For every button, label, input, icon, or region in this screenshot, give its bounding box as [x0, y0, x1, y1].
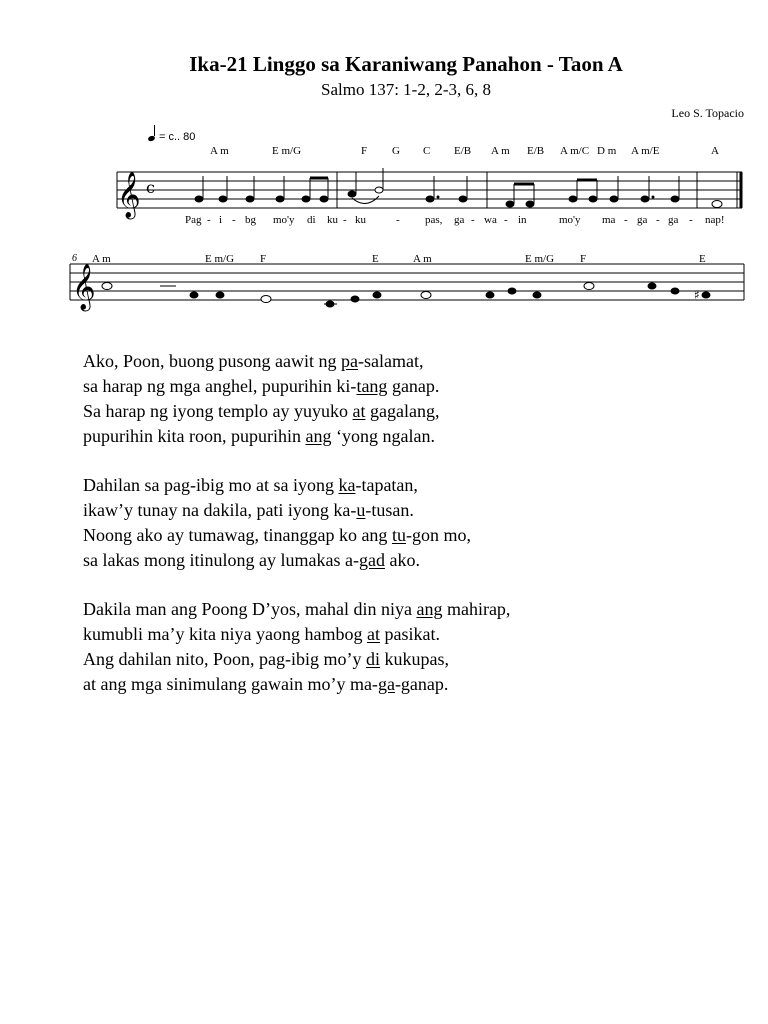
underlined-syllable: ang [305, 426, 332, 446]
verse-text: -salamat, [358, 351, 424, 371]
lyric-hyphen: - [207, 214, 211, 226]
verse-text: mahirap, [442, 599, 511, 619]
slur [352, 196, 379, 204]
page-title: Ika-21 Linggo sa Karaniwang Panahon - Taon A [189, 52, 623, 76]
verse-text: gagalang, [365, 401, 440, 421]
verse-text: ikaw’y tunay na dakila, pati iyong ka- [83, 500, 357, 520]
lyric-hyphen: - [396, 214, 400, 226]
treble-clef-icon: 𝄞 [72, 264, 96, 310]
underlined-syllable: tu [391, 525, 406, 545]
verse-text: Ako, Poon, buong pusong aawit ng [83, 351, 341, 371]
psalm-reference: Salmo 137: 1-2, 2-3, 6, 8 [321, 80, 491, 99]
chord-symbol: G [392, 145, 400, 157]
lyric-syllable: ga [637, 214, 648, 226]
chord-symbol: A [711, 145, 719, 157]
underlined-syllable: ka [338, 475, 356, 495]
verse-text: Ang dahilan nito, Poon, pag-ibig mo’y [83, 649, 366, 669]
music-staff-notation [0, 0, 768, 330]
underlined-syllable: tang [356, 376, 388, 396]
underlined-syllable: di [365, 649, 380, 669]
verse-line [83, 498, 510, 523]
underlined-syllable: pa [341, 351, 358, 371]
chord-symbol: E/B [527, 145, 545, 157]
chord-symbol: F [260, 253, 267, 265]
lyric-syllable: ku [355, 214, 366, 226]
chord-symbol: A m/E [631, 145, 660, 157]
chord-symbol: F [361, 145, 368, 157]
verse-text: Dakila man ang Poong D’yos, mahal din niya [83, 599, 417, 619]
verse-text: -gon mo, [405, 525, 471, 545]
verse-line [83, 374, 510, 399]
chord-symbol: E m/G [525, 253, 555, 265]
verse-line [83, 349, 510, 374]
verse-text: at ang mga sinimulang gawain mo’y ma- [83, 674, 378, 694]
chord-symbol: E m/G [205, 253, 235, 265]
lyric-syllable: ma [602, 214, 616, 226]
verse-line [83, 399, 510, 424]
verse-text: ako. [384, 550, 420, 570]
chord-symbol: A m [413, 253, 432, 265]
staff-lines-system-2 [70, 264, 744, 300]
chord-symbol: E/B [454, 145, 472, 157]
verse-line [83, 473, 510, 498]
chord-symbol: A m [92, 253, 111, 265]
chord-symbol: F [580, 253, 587, 265]
notes-system-2 [102, 283, 710, 308]
chord-symbol: E [372, 253, 379, 265]
staff-lines-system-1 [117, 172, 742, 208]
verse-text: sa lakas mong itinulong ay lumakas a- [83, 550, 359, 570]
verse-text: Noong ako ay tumawag, tinanggap ko ang [83, 525, 392, 545]
verse-text: pasikat. [379, 624, 440, 644]
verse-text: ‘yong ngalan. [331, 426, 435, 446]
verse-text: Sa harap ng iyong templo ay yuyuko [83, 401, 353, 421]
verse-text: pupurihin kita roon, pupurihin [83, 426, 306, 446]
lyric-syllable: ku [327, 214, 338, 226]
psalm-verses [83, 349, 510, 721]
lyric-hyphen: - [232, 214, 236, 226]
chord-symbol: C [423, 145, 431, 157]
verse-line [83, 647, 510, 672]
lyric-syllable: in [518, 214, 527, 226]
lyric-hyphen: - [656, 214, 660, 226]
verse-line [83, 622, 510, 647]
lyric-syllable: mo'y [559, 214, 581, 226]
lyric-syllable: pas, [425, 214, 443, 226]
lyric-hyphen: - [504, 214, 508, 226]
lyric-hyphen: - [624, 214, 628, 226]
lyric-syllable: i [219, 214, 223, 226]
underlined-syllable: at [366, 624, 380, 644]
verse-text: -tusan. [365, 500, 414, 520]
measure-number: 6 [72, 253, 77, 264]
lyric-hyphen: - [471, 214, 475, 226]
stanza [83, 473, 510, 573]
lyric-syllable: ga [454, 214, 465, 226]
underlined-syllable: ga [377, 674, 395, 694]
lyric-hyphen: - [343, 214, 347, 226]
treble-clef-icon: 𝄞 [117, 172, 141, 218]
verse-line [83, 672, 510, 697]
sharp-icon: ♯ [694, 288, 700, 302]
stanza [83, 349, 510, 449]
verse-text: ganap. [387, 376, 440, 396]
verse-text: kukupas, [380, 649, 449, 669]
chord-symbol: A m [210, 145, 229, 157]
stanza [83, 597, 510, 697]
underlined-syllable: u [356, 500, 366, 520]
verse-line [83, 548, 510, 573]
chord-symbol: E m/G [272, 145, 302, 157]
verse-text: kumubli ma’y kita niya yaong hambog [83, 624, 367, 644]
verse-line [83, 523, 510, 548]
verse-line [83, 597, 510, 622]
lyric-syllable: di [307, 214, 316, 226]
verse-text: -ganap. [394, 674, 449, 694]
chord-symbol: A m/C [560, 145, 590, 157]
verse-line [83, 424, 510, 449]
lyric-syllable: wa [484, 214, 497, 226]
chord-symbol: E [699, 253, 706, 265]
verse-text: sa harap ng mga anghel, pupurihin ki- [83, 376, 357, 396]
common-time-icon: c [146, 178, 155, 197]
lyric-syllable: bg [245, 214, 256, 226]
lyric-hyphen: - [689, 214, 693, 226]
verse-text: Dahilan sa pag-ibig mo at sa iyong [83, 475, 339, 495]
chord-symbol: A m [491, 145, 510, 157]
underlined-syllable: at [352, 401, 366, 421]
underlined-syllable: ang [416, 599, 443, 619]
lyric-syllable: Pag [185, 214, 202, 226]
lyric-syllable: ga [668, 214, 679, 226]
notes-system-1 [195, 168, 722, 208]
composer-name: Leo S. Topacio [671, 106, 744, 120]
chord-symbol: D m [597, 145, 617, 157]
tempo-text: = c.. 80 [159, 131, 196, 143]
underlined-syllable: gad [358, 550, 385, 570]
verse-text: -tapatan, [355, 475, 418, 495]
lyric-syllable: nap! [705, 214, 725, 226]
lyric-syllable: mo'y [273, 214, 295, 226]
